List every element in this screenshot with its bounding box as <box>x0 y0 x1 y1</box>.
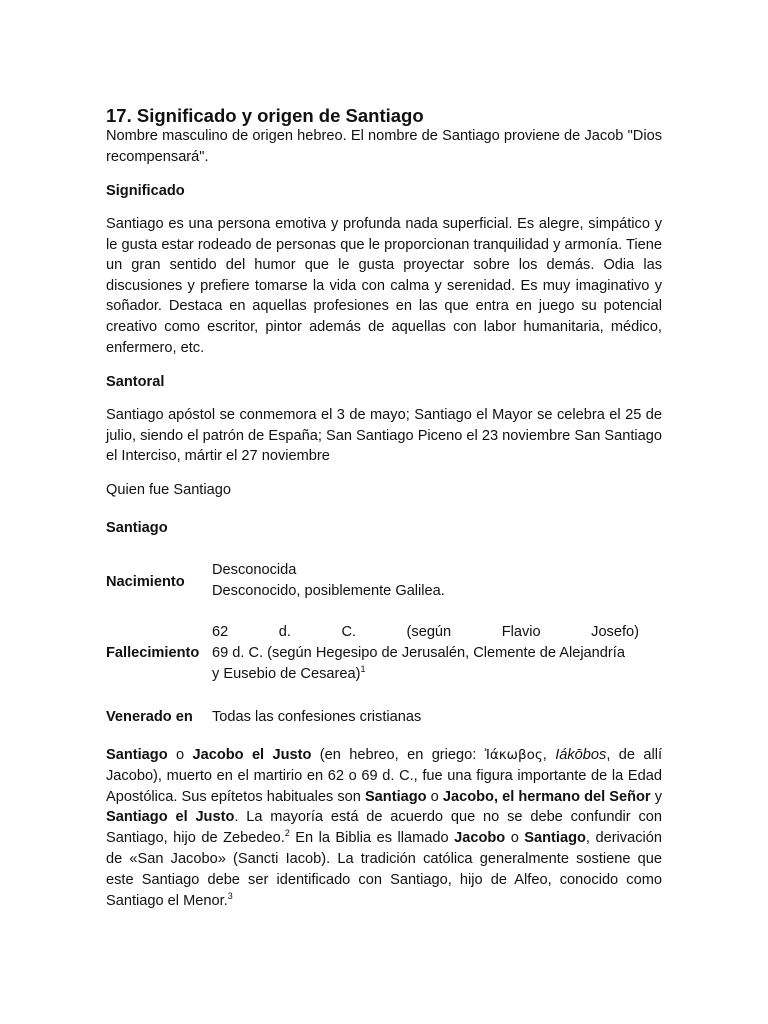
venerado-value: Todas las confesiones cristianas <box>212 709 422 725</box>
reference-2[interactable]: 2 <box>284 828 290 839</box>
quien-fue-text: Quien fue Santiago <box>106 482 231 498</box>
page-title: 17. Significado y origen de Santiago <box>106 105 424 126</box>
fallecimiento-line-3: y Eusebio de Cesarea)$^1$ <box>212 664 366 682</box>
venerado-label: Venerado en <box>106 709 193 725</box>
fallecimiento-line-1: 62 d. C. (según Flavio Josefo) <box>212 624 639 640</box>
nacimiento-value <box>212 560 639 602</box>
fallecimiento-line-2: 69 d. C. (según Hegesipo de Jerusalén, Clemente de Alejandría <box>212 645 625 661</box>
greek-name: Ἰάκωβος <box>484 747 543 763</box>
nacimiento-place: Desconocido, posiblemente Galilea. <box>212 583 445 599</box>
santoral-paragraph: Santiago apóstol se conmemora el 3 de mayo; Santiago el Mayor se celebra el 25 de julio, siendo el patrón de España; San Santiago Piceno el 23 noviembre San Santiago el Interciso, mártir el 27 noviembre <box>106 407 662 465</box>
fallecimiento-value <box>212 622 639 685</box>
reference-3[interactable]: 3 <box>227 890 233 901</box>
infobox-heading: Santiago <box>106 520 168 536</box>
nacimiento-date: Desconocida <box>212 562 297 578</box>
bio-paragraph: Santiago o Jacobo el Justo (en hebreo, en griego: Ἰάκωβος, Iákōbos, de allí Jacobo), muerto en el martirio en 62 o 69 d. C., fue una figura importante de la Edad Apostólica. Sus epítetos habituales son Santiago o Jacobo, el hermano del Señor y Santiago el Justo. La mayoría está de acuerdo que no se debe confundir con Santiago, hijo de Zebedeo.$^2$ En la Biblia es llamado Jacobo o Santiago, derivación de «San Jacobo» (Sancti Iacob). La tradición católica generalmente sostiene que este Santiago debe ser identificado con Santiago, hijo de Alfeo, conocido como Santiago el Menor.$^3$ <box>106 747 663 909</box>
significado-heading: Significado <box>106 183 185 199</box>
nacimiento-label: Nacimiento <box>106 574 185 590</box>
fallecimiento-label: Fallecimiento <box>106 645 200 661</box>
santoral-heading: Santoral <box>106 374 165 390</box>
reference-1[interactable]: 1 <box>360 664 366 675</box>
significado-paragraph: Santiago es una persona emotiva y profunda nada superficial. Es alegre, simpático y le gusta estar rodeado de personas que le proporcionan tranquilidad y armonía. Tiene un gran sentido del humor que le gusta proyectar sobre los demás. Odia las discusiones y prefiere tomarse la vida con calma y serenidad. Es muy imaginativo y soñador. Destaca en aquellas profesiones en las que entra en juego su potencial creativo como escritor, pintor además de aquellas con labor humanitaria, médico, enfermero, etc. <box>106 216 662 356</box>
intro-paragraph: Nombre masculino de origen hebreo. El nombre de Santiago proviene de Jacob "Dios recompensará". <box>106 128 662 165</box>
